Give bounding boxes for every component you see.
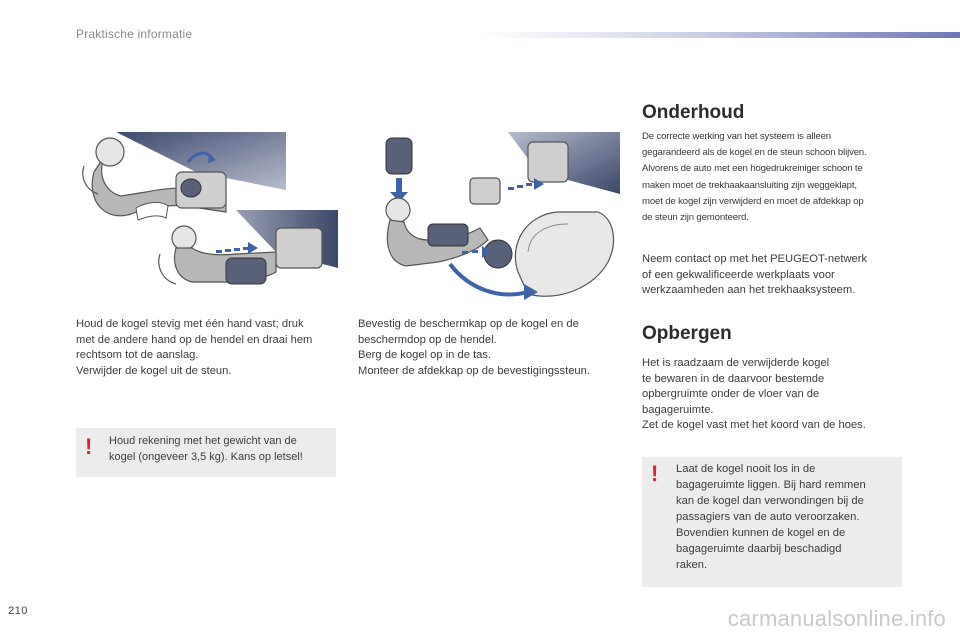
opbergen-text [642, 356, 922, 434]
weight-warning-box [76, 428, 336, 477]
onderhoud-line: Alvorens de auto met een hogedrukreiniger schoon te [642, 163, 863, 175]
warning-line: kogel (ongeveer 3,5 kg). Kans op letsel! [109, 451, 303, 463]
warning-line: raken. [676, 559, 708, 571]
instruction-line: Verwijder de kogel uit de steun. [76, 364, 232, 377]
onderhoud-text [642, 129, 922, 226]
opbergen-heading: Opbergen [642, 323, 732, 344]
warning-line: kan de kogel dan verwondingen bij de [676, 495, 864, 507]
exclamation-icon: ! [651, 461, 659, 486]
watermark: carmanualsonline.info [727, 606, 946, 631]
section-title: Praktische informatie [76, 27, 193, 41]
header-accent-bar [480, 32, 960, 38]
instruction-line: Bevestig de beschermkap op de kogel en de [358, 318, 579, 330]
contact-line: of een gekwalificeerde werkplaats voor [642, 268, 835, 281]
warning-line: passagiers van de auto veroorzaken. [676, 511, 860, 523]
tow-ball-storage-illustration [358, 132, 620, 304]
warning-line: Laat de kogel nooit los in de [676, 463, 816, 475]
instruction-line: beschermdop op de hendel. [358, 333, 497, 346]
onderhoud-line: gegarandeerd als de kogel en de steun schoon blijven. [642, 147, 867, 159]
tow-ball-removal-illustration [76, 132, 338, 308]
onderhoud-line: maken moet de trekhaakaansluiting zijn weggeklapt, [642, 179, 857, 191]
warning-line: bagageruimte daarbij beschadigd [676, 543, 842, 555]
warning-line: Houd rekening met het gewicht van de [109, 435, 297, 447]
onderhoud-heading: Onderhoud [642, 102, 745, 123]
opbergen-line: Zet de kogel vast met het koord van de hoes. [642, 419, 866, 432]
opbergen-line: Het is raadzaam de verwijderde kogel [642, 357, 830, 369]
contact-line: Neem contact op met het PEUGEOT-netwerk [642, 253, 868, 265]
loose-ball-warning-box [642, 457, 902, 587]
exclamation-icon: ! [85, 434, 93, 459]
loose-ball-warning-text [676, 461, 898, 573]
middle-instructions [358, 317, 628, 379]
warning-line: bagageruimte liggen. Bij hard remmen [676, 479, 866, 491]
onderhoud-line: De correcte werking van het systeem is alleen [642, 131, 831, 142]
left-instructions [76, 317, 346, 379]
instruction-line: rechtsom tot de aanslag. [76, 349, 199, 362]
weight-warning-text [109, 433, 334, 465]
contact-line: werkzaamheden aan het trekhaaksysteem. [642, 284, 856, 297]
onderhoud-line: de steun zijn gemonteerd. [642, 212, 749, 224]
onderhoud-line: moet de kogel zijn verwijderd en moet de afdekkap op [642, 195, 864, 207]
instruction-line: Berg de kogel op in de tas. [358, 349, 492, 362]
opbergen-line: opbergruimte onder de vloer van de [642, 388, 820, 401]
warning-line: Bovendien kunnen de kogel en de [676, 527, 846, 539]
opbergen-line: te bewaren in de daarvoor bestemde [642, 372, 825, 385]
opbergen-line: bagageruimte. [642, 403, 714, 416]
instruction-line: Monteer de afdekkap op de bevestigingssteun. [358, 364, 590, 377]
contact-text [642, 252, 922, 299]
page-number: 210 [8, 605, 28, 617]
instruction-line: met de andere hand op de hendel en draai hem [76, 333, 313, 346]
instruction-line: Houd de kogel stevig met één hand vast; druk [76, 318, 304, 330]
